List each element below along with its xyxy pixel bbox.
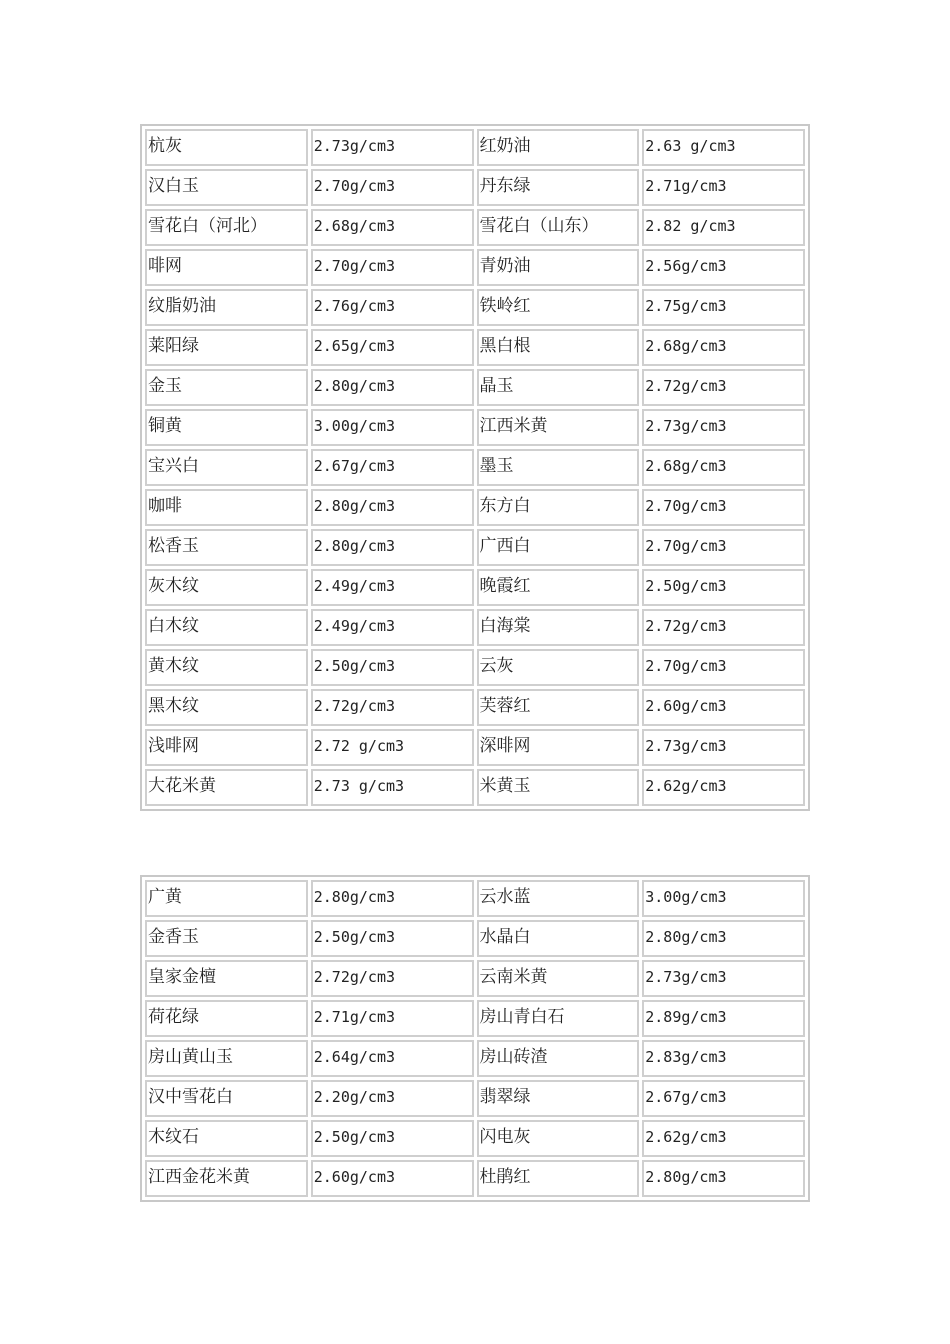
table-row bbox=[145, 920, 805, 957]
density-cell: 2.49g/cm3 bbox=[311, 569, 474, 606]
table-row bbox=[145, 409, 805, 446]
density-cell: 2.68g/cm3 bbox=[642, 329, 805, 366]
table-body bbox=[145, 129, 805, 806]
stone-name-cell: 云水蓝 bbox=[477, 880, 640, 917]
stone-name-cell: 浅啡网 bbox=[145, 729, 308, 766]
stone-name-cell: 房山砖渣 bbox=[477, 1040, 640, 1077]
density-cell: 2.80g/cm3 bbox=[311, 489, 474, 526]
table-row bbox=[145, 1160, 805, 1197]
stone-name-cell: 咖啡 bbox=[145, 489, 308, 526]
table-row bbox=[145, 129, 805, 166]
density-cell: 2.73g/cm3 bbox=[642, 729, 805, 766]
density-cell: 3.00g/cm3 bbox=[311, 409, 474, 446]
table-row bbox=[145, 1120, 805, 1157]
density-cell: 2.71g/cm3 bbox=[311, 1000, 474, 1037]
stone-name-cell: 荷花绿 bbox=[145, 1000, 308, 1037]
density-cell: 2.72g/cm3 bbox=[642, 609, 805, 646]
table-row bbox=[145, 1040, 805, 1077]
density-cell: 2.76g/cm3 bbox=[311, 289, 474, 326]
stone-name-cell: 白木纹 bbox=[145, 609, 308, 646]
stone-name-cell: 江西米黄 bbox=[477, 409, 640, 446]
density-cell: 2.62g/cm3 bbox=[642, 1120, 805, 1157]
stone-name-cell: 青奶油 bbox=[477, 249, 640, 286]
stone-name-cell: 红奶油 bbox=[477, 129, 640, 166]
stone-name-cell: 广西白 bbox=[477, 529, 640, 566]
stone-name-cell: 雪花白（河北） bbox=[145, 209, 308, 246]
density-cell: 2.64g/cm3 bbox=[311, 1040, 474, 1077]
stone-name-cell: 大花米黄 bbox=[145, 769, 308, 806]
table-row bbox=[145, 169, 805, 206]
stone-name-cell: 江西金花米黄 bbox=[145, 1160, 308, 1197]
table-row bbox=[145, 609, 805, 646]
table-row bbox=[145, 689, 805, 726]
stone-name-cell: 晶玉 bbox=[477, 369, 640, 406]
density-cell: 2.56g/cm3 bbox=[642, 249, 805, 286]
density-cell: 2.63 g/cm3 bbox=[642, 129, 805, 166]
table-row bbox=[145, 1000, 805, 1037]
density-cell: 2.50g/cm3 bbox=[642, 569, 805, 606]
table-row bbox=[145, 369, 805, 406]
stone-name-cell: 铜黄 bbox=[145, 409, 308, 446]
stone-name-cell: 金香玉 bbox=[145, 920, 308, 957]
density-cell: 2.80g/cm3 bbox=[311, 880, 474, 917]
stone-name-cell: 翡翠绿 bbox=[477, 1080, 640, 1117]
stone-name-cell: 东方白 bbox=[477, 489, 640, 526]
stone-name-cell: 白海棠 bbox=[477, 609, 640, 646]
density-cell: 2.71g/cm3 bbox=[642, 169, 805, 206]
stone-name-cell: 雪花白（山东） bbox=[477, 209, 640, 246]
density-cell: 2.70g/cm3 bbox=[642, 649, 805, 686]
density-cell: 2.67g/cm3 bbox=[311, 449, 474, 486]
density-cell: 2.73g/cm3 bbox=[642, 960, 805, 997]
density-cell: 3.00g/cm3 bbox=[642, 880, 805, 917]
stone-name-cell: 皇家金檀 bbox=[145, 960, 308, 997]
density-cell: 2.80g/cm3 bbox=[642, 920, 805, 957]
stone-name-cell: 水晶白 bbox=[477, 920, 640, 957]
density-cell: 2.67g/cm3 bbox=[642, 1080, 805, 1117]
stone-name-cell: 啡网 bbox=[145, 249, 308, 286]
density-cell: 2.20g/cm3 bbox=[311, 1080, 474, 1117]
density-cell: 2.83g/cm3 bbox=[642, 1040, 805, 1077]
density-cell: 2.80g/cm3 bbox=[642, 1160, 805, 1197]
stone-name-cell: 房山黄山玉 bbox=[145, 1040, 308, 1077]
table-row bbox=[145, 569, 805, 606]
density-cell: 2.73 g/cm3 bbox=[311, 769, 474, 806]
density-cell: 2.80g/cm3 bbox=[311, 369, 474, 406]
stone-name-cell: 莱阳绿 bbox=[145, 329, 308, 366]
stone-name-cell: 云南米黄 bbox=[477, 960, 640, 997]
density-cell: 2.80g/cm3 bbox=[311, 529, 474, 566]
table-row bbox=[145, 880, 805, 917]
table-row bbox=[145, 489, 805, 526]
density-cell: 2.60g/cm3 bbox=[642, 689, 805, 726]
density-cell: 2.50g/cm3 bbox=[311, 920, 474, 957]
stone-name-cell: 杜鹃红 bbox=[477, 1160, 640, 1197]
density-cell: 2.68g/cm3 bbox=[642, 449, 805, 486]
table-body bbox=[145, 880, 805, 1197]
density-cell: 2.73g/cm3 bbox=[642, 409, 805, 446]
density-cell: 2.75g/cm3 bbox=[642, 289, 805, 326]
stone-name-cell: 纹脂奶油 bbox=[145, 289, 308, 326]
stone-name-cell: 丹东绿 bbox=[477, 169, 640, 206]
density-cell: 2.72g/cm3 bbox=[642, 369, 805, 406]
stone-name-cell: 汉白玉 bbox=[145, 169, 308, 206]
density-cell: 2.72g/cm3 bbox=[311, 689, 474, 726]
table-row bbox=[145, 529, 805, 566]
table-row bbox=[145, 209, 805, 246]
table-row bbox=[145, 649, 805, 686]
density-cell: 2.70g/cm3 bbox=[311, 249, 474, 286]
table-row bbox=[145, 329, 805, 366]
stone-name-cell: 闪电灰 bbox=[477, 1120, 640, 1157]
density-cell: 2.72g/cm3 bbox=[311, 960, 474, 997]
density-cell: 2.68g/cm3 bbox=[311, 209, 474, 246]
density-cell: 2.70g/cm3 bbox=[642, 489, 805, 526]
density-cell: 2.65g/cm3 bbox=[311, 329, 474, 366]
density-cell: 2.50g/cm3 bbox=[311, 1120, 474, 1157]
table-row bbox=[145, 449, 805, 486]
stone-name-cell: 米黄玉 bbox=[477, 769, 640, 806]
stone-name-cell: 芙蓉红 bbox=[477, 689, 640, 726]
stone-name-cell: 墨玉 bbox=[477, 449, 640, 486]
stone-density-table-1 bbox=[140, 124, 810, 811]
density-cell: 2.70g/cm3 bbox=[642, 529, 805, 566]
density-cell: 2.73g/cm3 bbox=[311, 129, 474, 166]
stone-name-cell: 黑木纹 bbox=[145, 689, 308, 726]
density-cell: 2.82 g/cm3 bbox=[642, 209, 805, 246]
density-cell: 2.89g/cm3 bbox=[642, 1000, 805, 1037]
stone-name-cell: 金玉 bbox=[145, 369, 308, 406]
stone-name-cell: 房山青白石 bbox=[477, 1000, 640, 1037]
table-row bbox=[145, 769, 805, 806]
stone-name-cell: 杭灰 bbox=[145, 129, 308, 166]
density-cell: 2.62g/cm3 bbox=[642, 769, 805, 806]
stone-density-table-2 bbox=[140, 875, 810, 1202]
stone-name-cell: 黄木纹 bbox=[145, 649, 308, 686]
stone-name-cell: 晚霞红 bbox=[477, 569, 640, 606]
stone-name-cell: 铁岭红 bbox=[477, 289, 640, 326]
density-cell: 2.70g/cm3 bbox=[311, 169, 474, 206]
stone-name-cell: 宝兴白 bbox=[145, 449, 308, 486]
stone-name-cell: 广黄 bbox=[145, 880, 308, 917]
stone-name-cell: 黑白根 bbox=[477, 329, 640, 366]
stone-name-cell: 云灰 bbox=[477, 649, 640, 686]
density-cell: 2.60g/cm3 bbox=[311, 1160, 474, 1197]
stone-name-cell: 深啡网 bbox=[477, 729, 640, 766]
table-row bbox=[145, 729, 805, 766]
stone-name-cell: 木纹石 bbox=[145, 1120, 308, 1157]
table-row bbox=[145, 249, 805, 286]
table-row bbox=[145, 1080, 805, 1117]
density-cell: 2.72 g/cm3 bbox=[311, 729, 474, 766]
density-cell: 2.49g/cm3 bbox=[311, 609, 474, 646]
density-cell: 2.50g/cm3 bbox=[311, 649, 474, 686]
table-row bbox=[145, 960, 805, 997]
stone-name-cell: 汉中雪花白 bbox=[145, 1080, 308, 1117]
stone-name-cell: 松香玉 bbox=[145, 529, 308, 566]
stone-name-cell: 灰木纹 bbox=[145, 569, 308, 606]
table-row bbox=[145, 289, 805, 326]
